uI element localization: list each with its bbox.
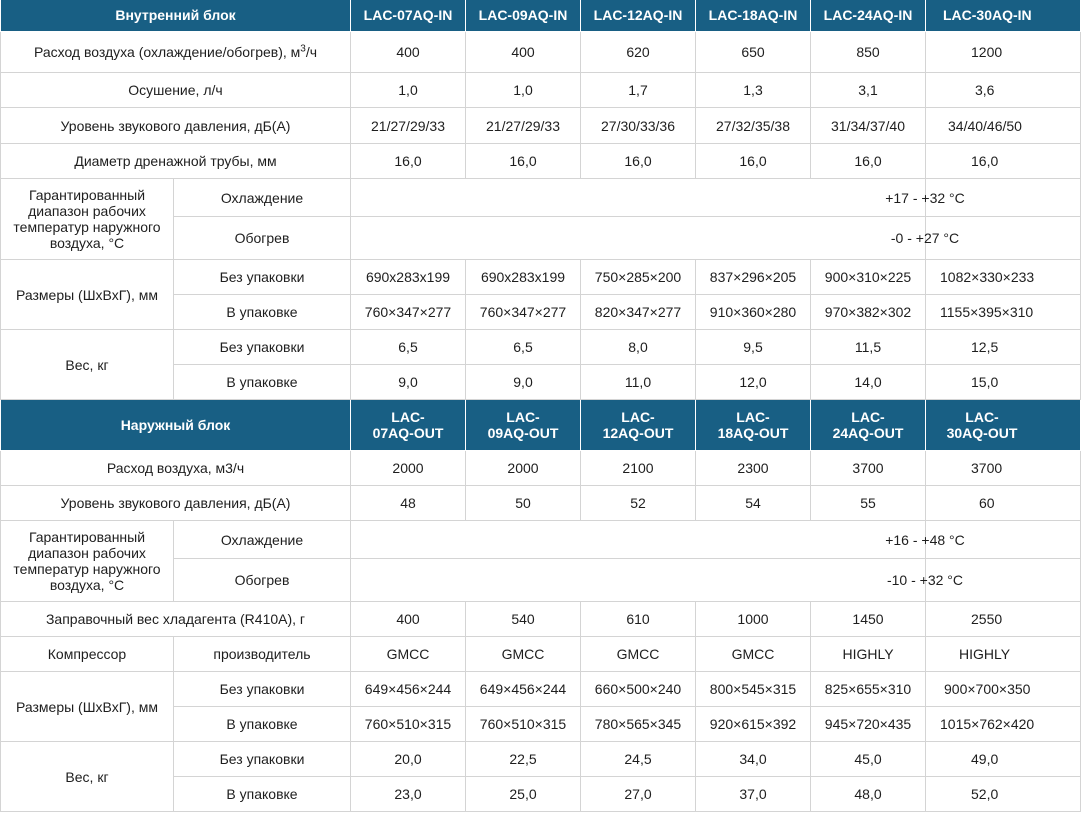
outdoor-size-net-value: 660×500×240 — [581, 672, 696, 707]
indoor-weight-gross-value: 11,0 — [581, 365, 696, 400]
indoor-size-label: Размеры (ШхВхГ), мм — [1, 260, 174, 330]
outdoor-weight-gross-value: 52,0 — [926, 777, 1081, 812]
outdoor-noise-value: 50 — [466, 486, 581, 521]
outdoor-size-net-value: 649×456×244 — [351, 672, 466, 707]
outdoor-model-3: LAC-12AQ-OUT — [581, 400, 696, 451]
indoor-model-4: LAC-18AQ-IN — [696, 0, 811, 32]
outdoor-weight-gross-label: В упаковке — [174, 777, 351, 812]
indoor-weight-net-label: Без упаковки — [174, 330, 351, 365]
indoor-dehumid-value: 1,3 — [696, 73, 811, 108]
indoor-size-net-value: 900×310×225 — [811, 260, 926, 295]
outdoor-weight-gross-value: 48,0 — [811, 777, 926, 812]
indoor-weight-net-value: 11,5 — [811, 330, 926, 365]
outdoor-airflow-value: 2000 — [466, 451, 581, 486]
outdoor-compressor-label: Компрессор — [1, 637, 174, 672]
outdoor-model-2: LAC-09AQ-OUT — [466, 400, 581, 451]
indoor-dehumid-value: 1,0 — [351, 73, 466, 108]
indoor-model-1: LAC-07AQ-IN — [351, 0, 466, 32]
indoor-temp-heat-label: Обогрев — [174, 217, 351, 260]
outdoor-temp-heat-value: -10 - +32 °C — [351, 559, 926, 602]
outdoor-compressor-value: GMCC — [696, 637, 811, 672]
outdoor-weight-net-value: 20,0 — [351, 742, 466, 777]
outdoor-refrigerant-value: 1450 — [811, 602, 926, 637]
indoor-noise-value: 21/27/29/33 — [351, 108, 466, 144]
indoor-airflow-value: 850 — [811, 32, 926, 73]
indoor-size-gross-value: 820×347×277 — [581, 295, 696, 330]
indoor-drain-value: 16,0 — [351, 144, 466, 179]
indoor-airflow-row — [1, 32, 1081, 73]
indoor-header-row — [1, 0, 1081, 32]
indoor-dehumid-value: 3,1 — [811, 73, 926, 108]
outdoor-refrigerant-value: 400 — [351, 602, 466, 637]
indoor-airflow-value: 400 — [351, 32, 466, 73]
indoor-weight-net-value: 6,5 — [351, 330, 466, 365]
outdoor-refrigerant-value: 540 — [466, 602, 581, 637]
outdoor-temp-cool-value: +16 - +48 °C — [351, 521, 926, 559]
outdoor-noise-value: 55 — [811, 486, 926, 521]
indoor-weight-gross-value: 9,0 — [351, 365, 466, 400]
indoor-size-net-label: Без упаковки — [174, 260, 351, 295]
indoor-noise-label: Уровень звукового давления, дБ(А) — [1, 108, 351, 144]
indoor-drain-row — [1, 144, 1081, 179]
outdoor-model-5: LAC-24AQ-OUT — [811, 400, 926, 451]
outdoor-size-gross-value: 920×615×392 — [696, 707, 811, 742]
outdoor-size-net-value: 900×700×350 — [926, 672, 1081, 707]
outdoor-weight-net-value: 24,5 — [581, 742, 696, 777]
outdoor-weight-gross-value: 27,0 — [581, 777, 696, 812]
indoor-drain-value: 16,0 — [926, 144, 1081, 179]
outdoor-size-net-label: Без упаковки — [174, 672, 351, 707]
outdoor-airflow-value: 2100 — [581, 451, 696, 486]
outdoor-noise-row — [1, 486, 1081, 521]
indoor-temp-cool-label: Охлаждение — [174, 179, 351, 217]
indoor-weight-gross-value: 9,0 — [466, 365, 581, 400]
outdoor-temp-cool-label: Охлаждение — [174, 521, 351, 559]
outdoor-temp-label: Гарантированный диапазон рабочих температур наружного воздуха, °С — [1, 521, 174, 602]
indoor-weight-net-value: 12,5 — [926, 330, 1081, 365]
indoor-temp-cool-row — [1, 179, 1081, 217]
indoor-size-net-row — [1, 260, 1081, 295]
indoor-drain-value: 16,0 — [581, 144, 696, 179]
indoor-airflow-value: 400 — [466, 32, 581, 73]
indoor-size-gross-value: 760×347×277 — [466, 295, 581, 330]
indoor-dehumid-label: Осушение, л/ч — [1, 73, 351, 108]
outdoor-weight-net-label: Без упаковки — [174, 742, 351, 777]
outdoor-airflow-value: 2000 — [351, 451, 466, 486]
outdoor-refrigerant-value: 610 — [581, 602, 696, 637]
outdoor-airflow-value: 3700 — [926, 451, 1081, 486]
indoor-temp-cool-value: +17 - +32 °C — [351, 179, 926, 217]
indoor-noise-value: 27/32/35/38 — [696, 108, 811, 144]
outdoor-model-4: LAC-18AQ-OUT — [696, 400, 811, 451]
indoor-airflow-value: 650 — [696, 32, 811, 73]
indoor-size-net-value: 1082×330×233 — [926, 260, 1081, 295]
outdoor-size-gross-value: 780×565×345 — [581, 707, 696, 742]
indoor-size-net-value: 690x283x199 — [351, 260, 466, 295]
outdoor-airflow-row — [1, 451, 1081, 486]
outdoor-temp-heat-label: Обогрев — [174, 559, 351, 602]
indoor-drain-value: 16,0 — [696, 144, 811, 179]
indoor-airflow-label: Расход воздуха (охлаждение/обогрев), $м^3/ч$ — [1, 32, 351, 73]
outdoor-compressor-value: HIGHLY — [811, 637, 926, 672]
outdoor-refrigerant-value: 1000 — [696, 602, 811, 637]
indoor-temp-heat-value: -0 - +27 °C — [351, 217, 926, 260]
indoor-size-net-value: 750×285×200 — [581, 260, 696, 295]
outdoor-weight-label: Вес, кг — [1, 742, 174, 812]
outdoor-size-gross-value: 760×510×315 — [351, 707, 466, 742]
indoor-dehumid-value: 1,0 — [466, 73, 581, 108]
indoor-dehumid-value: 1,7 — [581, 73, 696, 108]
indoor-weight-gross-value: 15,0 — [926, 365, 1081, 400]
outdoor-weight-net-value: 22,5 — [466, 742, 581, 777]
outdoor-noise-value: 48 — [351, 486, 466, 521]
indoor-model-6: LAC-30AQ-IN — [926, 0, 1081, 32]
outdoor-noise-value: 52 — [581, 486, 696, 521]
indoor-noise-value: 31/34/37/40 — [811, 108, 926, 144]
indoor-weight-net-value: 6,5 — [466, 330, 581, 365]
outdoor-refrigerant-value: 2550 — [926, 602, 1081, 637]
outdoor-size-net-value: 800×545×315 — [696, 672, 811, 707]
outdoor-weight-net-row — [1, 742, 1081, 777]
indoor-weight-gross-value: 12,0 — [696, 365, 811, 400]
outdoor-compressor-value: GMCC — [466, 637, 581, 672]
indoor-airflow-value: 1200 — [926, 32, 1081, 73]
indoor-weight-label: Вес, кг — [1, 330, 174, 400]
outdoor-compressor-value: GMCC — [581, 637, 696, 672]
outdoor-weight-net-value: 45,0 — [811, 742, 926, 777]
outdoor-weight-gross-value: 25,0 — [466, 777, 581, 812]
indoor-size-gross-value: 1155×395×310 — [926, 295, 1081, 330]
indoor-noise-value: 34/40/46/50 — [926, 108, 1081, 144]
indoor-airflow-value: 620 — [581, 32, 696, 73]
outdoor-weight-net-value: 34,0 — [696, 742, 811, 777]
outdoor-noise-value: 54 — [696, 486, 811, 521]
indoor-size-gross-value: 910×360×280 — [696, 295, 811, 330]
indoor-temp-label: Гарантированный диапазон рабочих температур наружного воздуха, °С — [1, 179, 174, 260]
outdoor-size-gross-value: 945×720×435 — [811, 707, 926, 742]
outdoor-size-net-value: 649×456×244 — [466, 672, 581, 707]
outdoor-refrigerant-row — [1, 602, 1081, 637]
indoor-size-net-value: 837×296×205 — [696, 260, 811, 295]
indoor-noise-row — [1, 108, 1081, 144]
outdoor-weight-gross-value: 37,0 — [696, 777, 811, 812]
outdoor-weight-gross-value: 23,0 — [351, 777, 466, 812]
outdoor-size-net-row — [1, 672, 1081, 707]
indoor-weight-net-value: 8,0 — [581, 330, 696, 365]
indoor-drain-value: 16,0 — [811, 144, 926, 179]
outdoor-compressor-value: GMCC — [351, 637, 466, 672]
outdoor-size-label: Размеры (ШхВхГ), мм — [1, 672, 174, 742]
outdoor-header-title: Наружный блок — [1, 400, 351, 451]
indoor-size-gross-label: В упаковке — [174, 295, 351, 330]
indoor-weight-net-row — [1, 330, 1081, 365]
indoor-header-title: Внутренний блок — [1, 0, 351, 32]
outdoor-compressor-row — [1, 637, 1081, 672]
indoor-noise-value: 27/30/33/36 — [581, 108, 696, 144]
outdoor-noise-label: Уровень звукового давления, дБ(А) — [1, 486, 351, 521]
outdoor-compressor-sublabel: производитель — [174, 637, 351, 672]
outdoor-size-gross-label: В упаковке — [174, 707, 351, 742]
outdoor-size-net-value: 825×655×310 — [811, 672, 926, 707]
indoor-size-net-value: 690x283x199 — [466, 260, 581, 295]
outdoor-noise-value: 60 — [926, 486, 1081, 521]
outdoor-airflow-value: 3700 — [811, 451, 926, 486]
outdoor-refrigerant-label: Заправочный вес хладагента (R410A), г — [1, 602, 351, 637]
outdoor-model-6: LAC-30AQ-OUT — [926, 400, 1081, 451]
indoor-drain-label: Диаметр дренажной трубы, мм — [1, 144, 351, 179]
outdoor-size-gross-value: 1015×762×420 — [926, 707, 1081, 742]
outdoor-weight-net-value: 49,0 — [926, 742, 1081, 777]
outdoor-header-row — [1, 400, 1081, 451]
indoor-size-gross-value: 970×382×302 — [811, 295, 926, 330]
indoor-weight-gross-value: 14,0 — [811, 365, 926, 400]
outdoor-temp-cool-row — [1, 521, 1081, 559]
indoor-model-2: LAC-09AQ-IN — [466, 0, 581, 32]
outdoor-size-gross-value: 760×510×315 — [466, 707, 581, 742]
outdoor-model-1: LAC-07AQ-OUT — [351, 400, 466, 451]
indoor-weight-gross-label: В упаковке — [174, 365, 351, 400]
indoor-dehumid-value: 3,6 — [926, 73, 1081, 108]
indoor-model-5: LAC-24AQ-IN — [811, 0, 926, 32]
indoor-weight-net-value: 9,5 — [696, 330, 811, 365]
indoor-model-3: LAC-12AQ-IN — [581, 0, 696, 32]
indoor-drain-value: 16,0 — [466, 144, 581, 179]
outdoor-compressor-value: HIGHLY — [926, 637, 1081, 672]
indoor-dehumid-row — [1, 73, 1081, 108]
indoor-size-gross-value: 760×347×277 — [351, 295, 466, 330]
outdoor-airflow-label: Расход воздуха, м3/ч — [1, 451, 351, 486]
indoor-noise-value: 21/27/29/33 — [466, 108, 581, 144]
outdoor-airflow-value: 2300 — [696, 451, 811, 486]
